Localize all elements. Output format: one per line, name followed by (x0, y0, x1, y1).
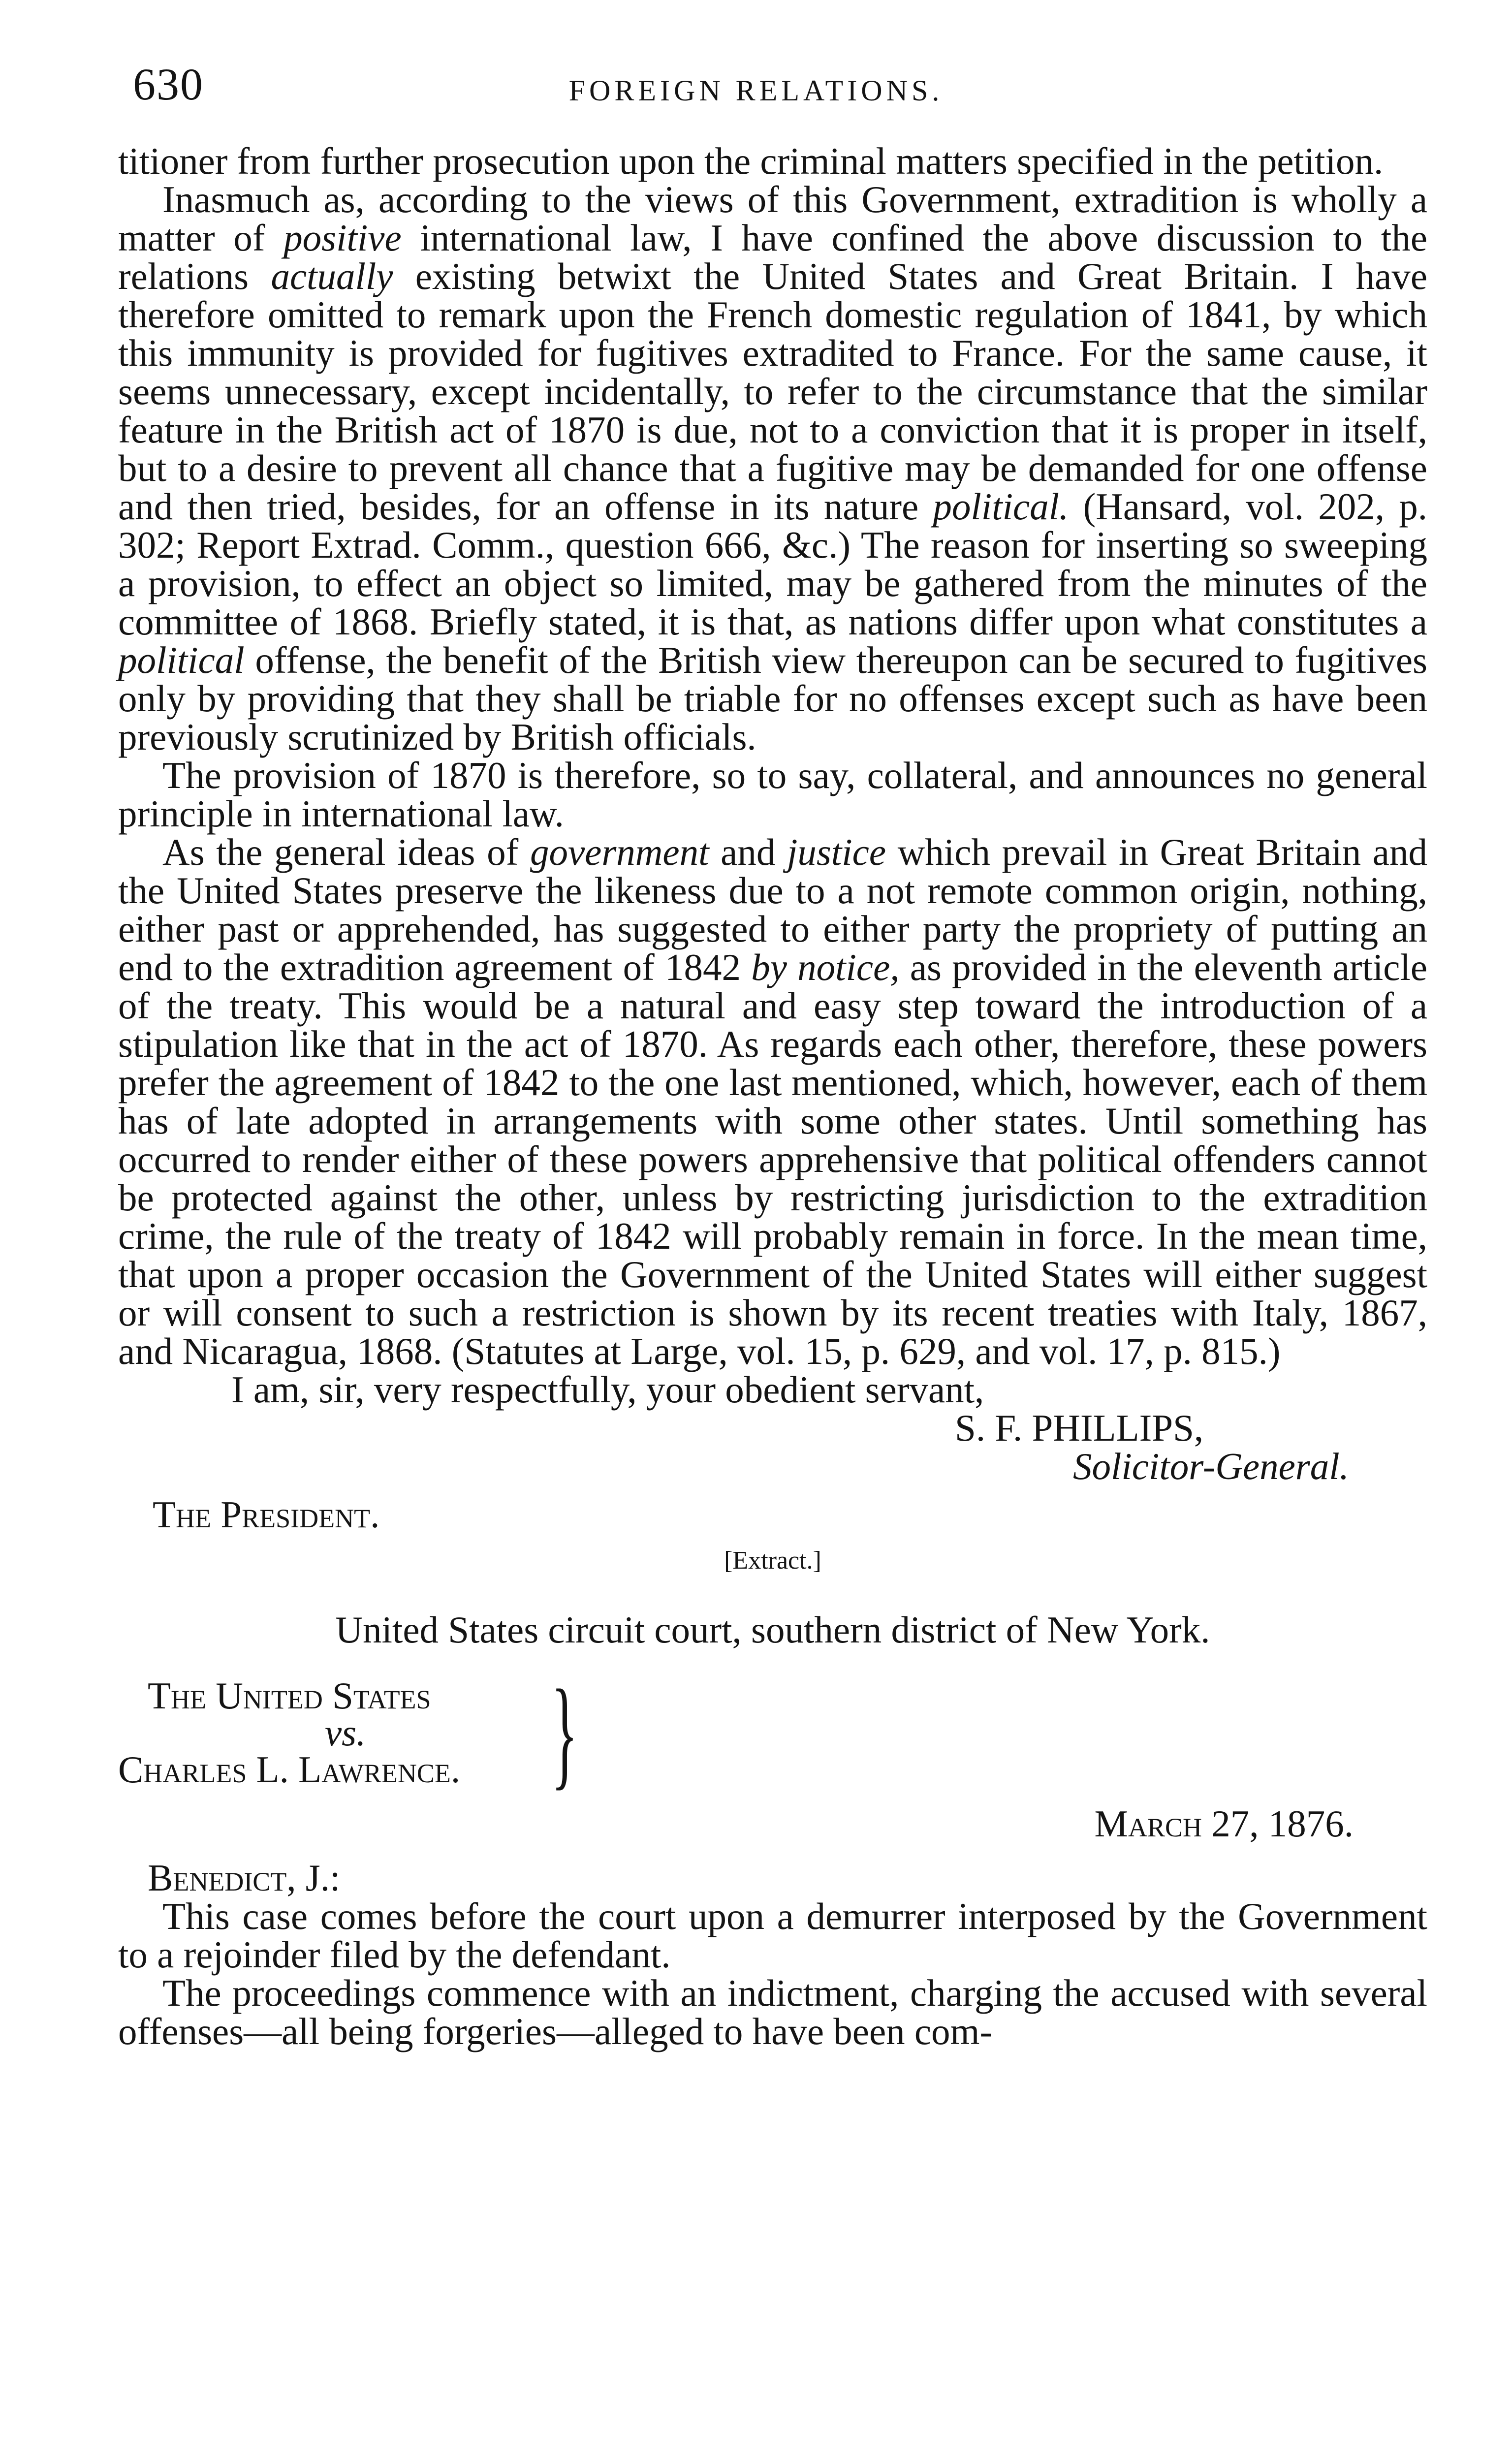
party-plaintiff: The United States (148, 1674, 431, 1717)
text-run: as provided in the eleventh article of the treaty. This would be a natural and easy step toward the introduction of a stipulation like that in the act of 1870. As regards each other, therefore, these powers prefer the agreement of 1842 to the one last mentioned, which, however, each of them has of late adopted in arrangements with some other states. Until something has occurred to render either of these powers apprehensive that political offenders cannot be protected against the other, unless by restricting jurisdiction to the extradition crime, the rule of the treaty of 1842 will probably remain in force. In the mean time, that upon a proper occasion the Government of the United States will either suggest or will consent to such a restriction is shown by its recent treaties with Italy, 1867, and Nicaragua, 1868. (Statutes at Large, vol. 15, p. 629, and vol. 17, p. 815.) (118, 946, 1427, 1372)
text-run: existing betwixt the United States and Great Britain. I have therefore omitted to remark upon the French domestic regulation of 1841, by which this immunity is provided for fugitives extradited to France. For the same cause, it seems unnecessary, except incidentally, to refer to the circumstance that the similar feature in the British act of 1870 is due, not to a conviction that it is proper in itself, but to a desire to prevent all chance that a fugitive may be demanded for one offense and then tried, besides, for an offense in its nature (118, 255, 1428, 528)
opinion-date: March 27, 1876. (1094, 1802, 1354, 1845)
case-caption (118, 1665, 1427, 1845)
text-run: Inasmuch as, according to the views of this Government, extradition is wholly a matter of (118, 178, 1427, 259)
emphasis-positive: positive (284, 217, 402, 259)
emphasis-actually: actually (271, 255, 393, 297)
page-body (118, 142, 1427, 2051)
text-run: offense, the benefit of the British view thereupon can be secured to fugitives only by providing that they shall be triable for no offenses except such as have been previously scrutinized by British officials. (118, 639, 1427, 758)
party-defendant: Charles L. Lawrence. (118, 1748, 461, 1791)
paragraph-extradition-law (118, 180, 1427, 756)
paragraph-continuation: titioner from further prosecution upon the criminal matters specified in the petition. (118, 140, 1384, 182)
signature-name: S. F. PHILLIPS, (955, 1407, 1204, 1449)
text-run: As the general ideas of (162, 831, 530, 873)
text-run: (Hansard, vol. 202, p. 302; Report Extrad. Comm., question 666, &c.) The reason for inserting so sweeping a provision, to effect an object so limited, may be gathered from the minutes of the committee of 1868. Briefly stated, it is that, as nations differ upon what constitutes a (118, 485, 1427, 643)
emphasis-justice: justice (787, 831, 886, 873)
text-run: and (709, 831, 788, 873)
emphasis-political: political. (933, 485, 1069, 528)
signature-title: Solicitor-General. (1073, 1445, 1349, 1487)
caption-brace: } (551, 1665, 578, 1801)
addressee: The President. (153, 1493, 380, 1536)
letter-closing: I am, sir, very respectfully, your obedient servant, (231, 1368, 984, 1411)
paragraph-provision-1870: The provision of 1870 is therefore, so to say, collateral, and announces no general principle in international law. (118, 754, 1427, 835)
text-run: which prevail in Great Britain and the United States preserve the likeness due to a not remote common origin, nothing, either past or apprehended, has suggested to either party the propriety of putting an end to the extradition agreement of 1842 (118, 831, 1427, 988)
versus-label: vs. (325, 1711, 366, 1754)
extract-label: [Extract.] (724, 1546, 821, 1575)
emphasis-political-2: political (118, 639, 245, 681)
opinion-paragraph-1: This case comes before the court upon a demurrer interposed by the Government to a rejoinder filed by the defendant. (118, 1895, 1427, 1976)
paragraph-general-ideas (118, 833, 1427, 1370)
opinion-paragraph-2: The proceedings commence with an indictment, charging the accused with several offenses—all being forgeries—alleged to have been com- (118, 1972, 1427, 2052)
page-number: 630 (133, 59, 204, 109)
text-run: international law, I have confined the above discussion to the relations (118, 217, 1427, 297)
court-heading: United States circuit court, southern district of New York. (335, 1609, 1210, 1651)
running-header: FOREIGN RELATIONS. (568, 74, 944, 107)
emphasis-by-notice: by notice, (751, 946, 900, 988)
emphasis-government: government (530, 831, 709, 873)
judge-name: Benedict, J.: (148, 1857, 341, 1899)
